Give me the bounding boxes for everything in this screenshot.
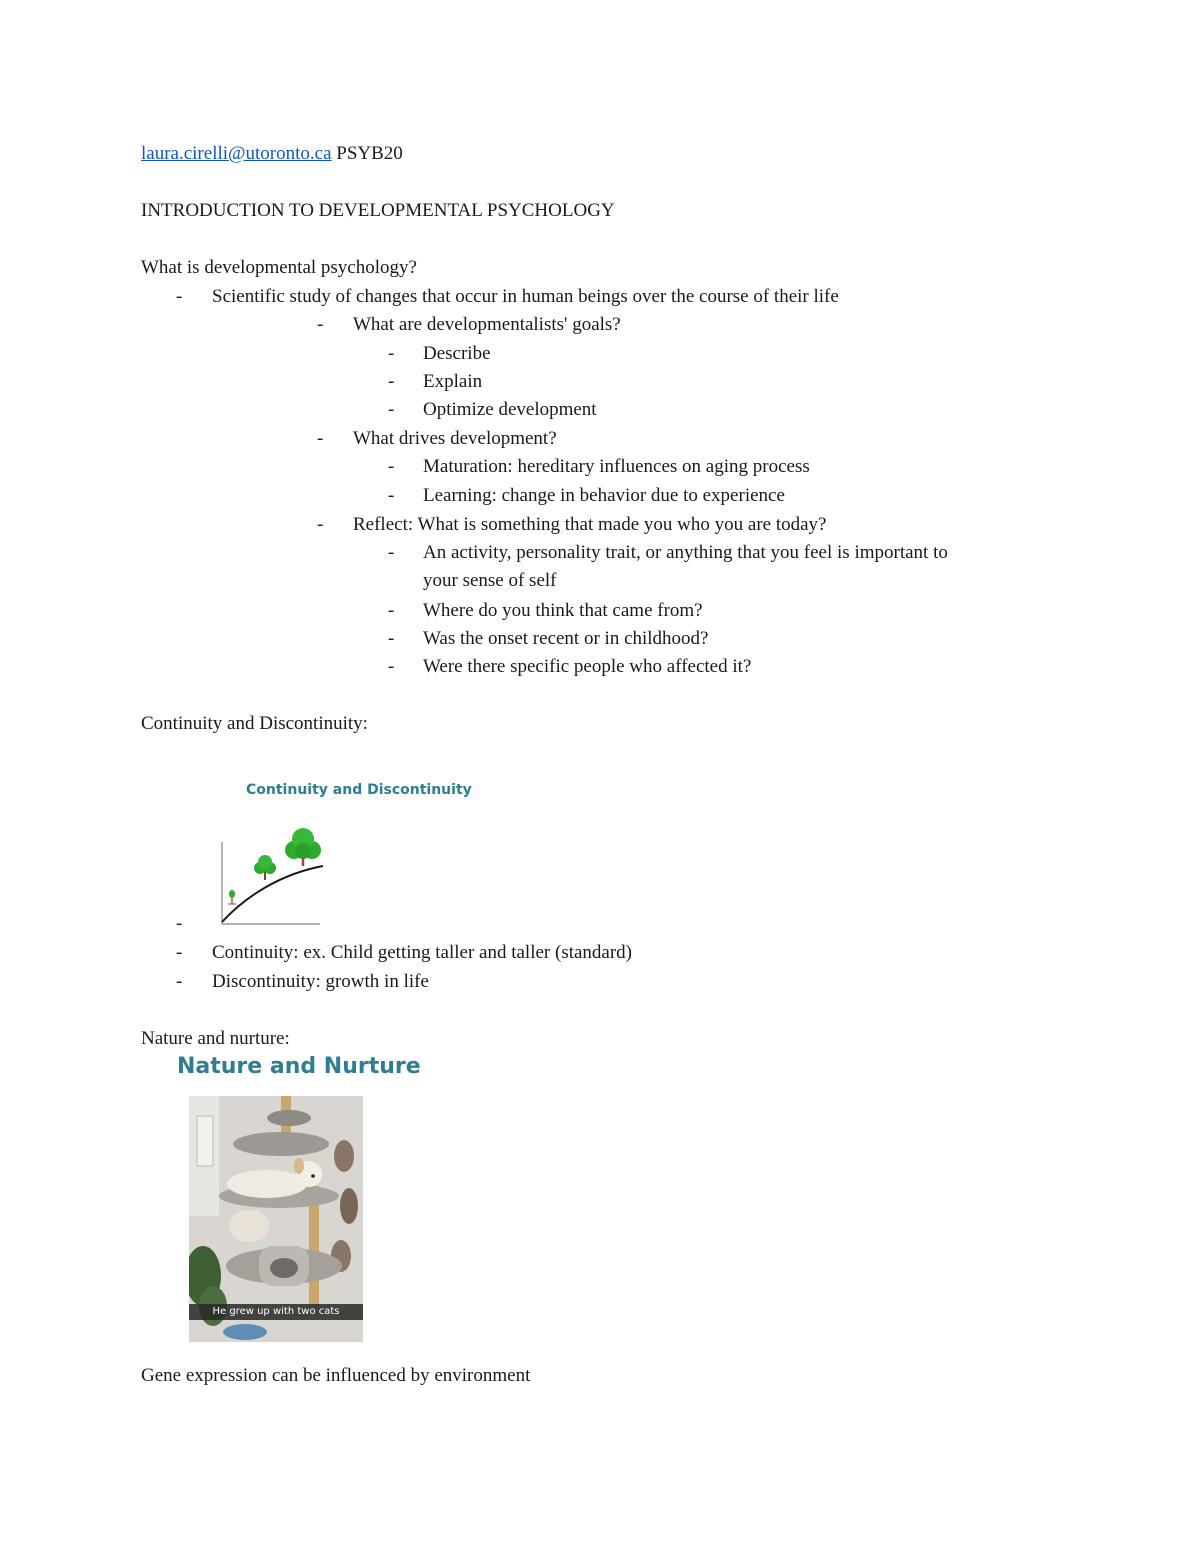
photo-caption: He grew up with two cats bbox=[189, 1304, 363, 1320]
small-tree-icon bbox=[254, 855, 276, 880]
email-link[interactable]: laura.cirelli@utoronto.ca bbox=[141, 143, 332, 164]
bullet-dash: - bbox=[176, 971, 183, 992]
bullet-dash: - bbox=[388, 343, 395, 364]
bullet-dash: - bbox=[388, 656, 395, 677]
nature-figure-title: Nature and Nurture bbox=[177, 1054, 421, 1079]
bullet-dash: - bbox=[388, 542, 395, 563]
bullet-dash: - bbox=[388, 399, 395, 420]
closing-line: Gene expression can be influenced by environment bbox=[141, 1365, 531, 1386]
section-heading-what-is: What is developmental psychology? bbox=[141, 257, 417, 278]
growth-curve bbox=[222, 866, 323, 922]
header-line bbox=[141, 142, 403, 166]
list-item: Reflect: What is something that made you who you are today? bbox=[353, 514, 827, 535]
section-heading-nature: Nature and nurture: bbox=[141, 1028, 290, 1049]
list-item: An activity, personality trait, or anything that you feel is important to bbox=[423, 542, 948, 563]
list-item: Scientific study of changes that occur in human beings over the course of their life bbox=[212, 286, 839, 307]
large-tree-icon bbox=[285, 828, 321, 866]
sprout-icon bbox=[228, 890, 236, 904]
bullet-dash: - bbox=[388, 485, 395, 506]
section-heading-continuity: Continuity and Discontinuity: bbox=[141, 713, 368, 734]
bullet-dash: - bbox=[317, 514, 324, 535]
course-code: PSYB20 bbox=[336, 143, 403, 164]
list-item: Maturation: hereditary influences on aging process bbox=[423, 456, 810, 477]
bullet-dash: - bbox=[176, 942, 183, 963]
bullet-dash: - bbox=[176, 913, 183, 934]
bullet-dash: - bbox=[388, 600, 395, 621]
bullet-dash: - bbox=[388, 456, 395, 477]
list-item-continuation: your sense of self bbox=[423, 570, 557, 591]
bullet-dash: - bbox=[388, 628, 395, 649]
bullet-dash: - bbox=[317, 314, 324, 335]
list-item: Where do you think that came from? bbox=[423, 600, 703, 621]
bullet-dash: - bbox=[388, 371, 395, 392]
document-title: INTRODUCTION TO DEVELOPMENTAL PSYCHOLOGY bbox=[141, 200, 615, 221]
list-item: What drives development? bbox=[353, 428, 557, 449]
list-item: Learning: change in behavior due to experience bbox=[423, 485, 785, 506]
list-item: Discontinuity: growth in life bbox=[212, 971, 429, 992]
continuity-figure-title: Continuity and Discontinuity bbox=[246, 782, 472, 798]
list-item: Were there specific people who affected it? bbox=[423, 656, 752, 677]
bullet-dash: - bbox=[317, 428, 324, 449]
list-item: Was the onset recent or in childhood? bbox=[423, 628, 709, 649]
dog-cat-tree-photo bbox=[189, 1096, 363, 1342]
list-item: Describe bbox=[423, 343, 491, 364]
list-item: Explain bbox=[423, 371, 483, 392]
bullet-dash: - bbox=[176, 286, 183, 307]
list-item: Optimize development bbox=[423, 399, 597, 420]
list-item: What are developmentalists' goals? bbox=[353, 314, 621, 335]
continuity-figure bbox=[215, 822, 330, 928]
list-item: Continuity: ex. Child getting taller and taller (standard) bbox=[212, 942, 633, 963]
